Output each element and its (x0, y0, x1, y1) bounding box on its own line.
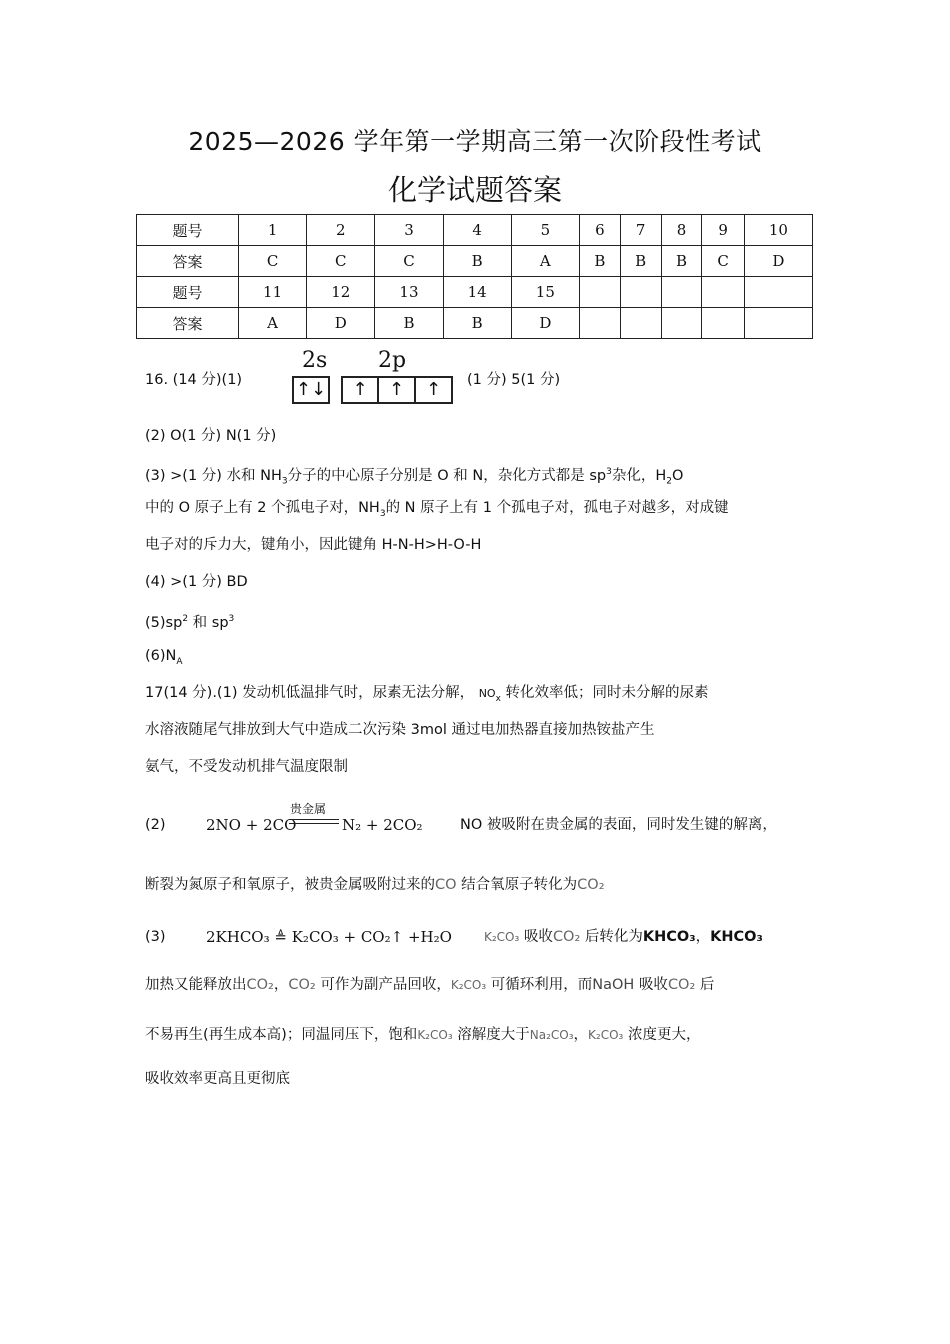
text: KHCO₃ (642, 929, 696, 945)
text: (5)sp (145, 614, 183, 631)
orbital-box-2p-2: ↑ (377, 376, 416, 404)
q16-head: 16. (14 分)(1) (145, 372, 243, 388)
table-cell: B (443, 308, 511, 339)
orbital-label-2s: 2s (302, 348, 328, 373)
text: 转化效率低；同时未分解的尿素 (505, 685, 709, 701)
table-cell: D (307, 308, 375, 339)
text: CO₂ (577, 877, 605, 893)
table-row (137, 277, 813, 308)
table-cell (702, 308, 744, 339)
text: KHCO₃ (710, 929, 763, 945)
q17-p3-line4: 吸收效率更高且更彻底 (145, 1071, 290, 1087)
q17-p3-label: (3) (145, 929, 166, 945)
table-cell (744, 277, 812, 308)
q16-p1-score: (1 分) 5(1 分) (467, 372, 561, 388)
table-cell: 2 (307, 215, 375, 246)
table-cell: 答案 (137, 308, 239, 339)
table-cell: 1 (239, 215, 307, 246)
table-cell: 题号 (137, 277, 239, 308)
table-cell: 11 (239, 277, 307, 308)
text: K₂CO₃ (450, 978, 487, 992)
table-cell (620, 308, 661, 339)
table-cell: 8 (661, 215, 702, 246)
orbital-label-2p: 2p (378, 348, 407, 373)
text: 断裂为氮原子和氧原子，被贵金属吸附过来的 (145, 877, 435, 893)
table-row (137, 308, 813, 339)
text: NaOH (592, 977, 635, 993)
table-cell (744, 308, 812, 339)
text: 中的 O 原子上有 2 个孤电子对，NH (145, 500, 380, 516)
q17-p3-line3: 不易再生(再生成本高)；同温同压下，饱和K₂CO₃ 溶解度大于Na₂CO₃，K₂CO₃ 浓度更大， (145, 1027, 701, 1043)
text: 加热又能释放出 (145, 977, 247, 993)
q17-p1-line3: 氨气，不受发动机排气温度限制 (145, 759, 348, 775)
table-cell (702, 277, 744, 308)
text: NO (478, 687, 496, 700)
text: (3) >(1 分) 水和 NH (145, 467, 282, 484)
text: K₂CO₃ (484, 930, 520, 944)
equation-2-condition: 贵金属 (290, 802, 327, 816)
table-cell: 14 (443, 277, 511, 308)
orbital-box-2p-3: ↑ (414, 376, 453, 404)
q17-p2-text: NO 被吸附在贵金属的表面，同时发生键的解离， (460, 817, 777, 833)
q16-p4: (4) >(1 分) BD (145, 574, 248, 590)
table-cell: 3 (375, 215, 443, 246)
q16-p3-line1: (3) >(1 分) 水和 $NH_3$分子的中心原子分别是 O 和 N，杂化方式都是 $sp^3$杂化，$H_2O$ (145, 467, 684, 487)
q17-p3-line2: 加热又能释放出CO₂，CO₂ 可作为副产品回收，K₂CO₃ 可循环利用，而NaOH 吸收CO₂ 后 (145, 977, 715, 993)
table-cell (620, 277, 661, 308)
table-cell: 9 (702, 215, 744, 246)
text: Na₂CO₃ (529, 1028, 574, 1042)
text: 2NO + 2CO (206, 816, 297, 834)
table-cell: B (375, 308, 443, 339)
equation-2 (206, 816, 296, 834)
table-cell: B (579, 246, 620, 277)
table-cell: 7 (620, 215, 661, 246)
table-cell: A (239, 308, 307, 339)
text: 不易再生(再生成本高)；同温同压下，饱和 (145, 1027, 418, 1043)
q16-p6: $(6)N_A$ (145, 648, 183, 667)
text: 和 sp (192, 614, 229, 631)
answer-table (136, 214, 813, 339)
text: 后 (699, 977, 715, 993)
equation-2-equals (289, 819, 339, 824)
text: CO₂ (667, 977, 696, 993)
text: 可循环利用，而 (490, 977, 593, 993)
table-cell (661, 277, 702, 308)
table-cell: C (239, 246, 307, 277)
text: CO₂ (246, 977, 274, 993)
text: 可作为副产品回收， (320, 977, 451, 993)
text: K₂CO₃ (588, 1028, 624, 1042)
q17-p2-label: (2) (145, 817, 166, 833)
table-cell: 15 (511, 277, 579, 308)
text: K₂CO₃ (417, 1028, 453, 1042)
table-cell: B (443, 246, 511, 277)
text: O (672, 467, 684, 484)
table-cell: 12 (307, 277, 375, 308)
table-cell: B (661, 246, 702, 277)
text: 浓度更大， (627, 1027, 701, 1043)
table-row (137, 246, 813, 277)
text: 杂化，H (611, 467, 667, 484)
orbital-box-2s: ↑↓ (292, 376, 330, 404)
table-cell (579, 308, 620, 339)
table-cell: A (511, 246, 579, 277)
q17-p1-line2: 水溶液随尾气排放到大气中造成二次污染 3mol 通过电加热器直接加热铵盐产生 (145, 722, 655, 738)
q17-p1-line1: 17(14 分).(1) 发动机低温排气时，尿素无法分解， $NO_x$ 转化效率低；同时未分解的尿素 (145, 685, 709, 704)
table-cell (579, 277, 620, 308)
orbital-box-2p-1: ↑ (341, 376, 379, 404)
table-cell: D (744, 246, 812, 277)
exam-title: 2025—2026 学年第一学期高三第一次阶段性考试 (188, 127, 762, 156)
text: 溶解度大于 (457, 1027, 530, 1043)
equation-2-right: N₂ + 2CO₂ (342, 816, 423, 834)
q17-p3-text: K₂CO₃ 吸收CO₂ 后转化为KHCO₃，KHCO₃ (484, 929, 763, 945)
text: (6)N (145, 648, 177, 664)
text: 结合氧原子转化为 (461, 877, 578, 893)
text: CO (435, 877, 457, 893)
text: 吸收 (638, 977, 668, 993)
table-cell: C (702, 246, 744, 277)
table-cell: 4 (443, 215, 511, 246)
table-cell: 6 (579, 215, 620, 246)
table-cell: B (620, 246, 661, 277)
text: CO₂ (552, 929, 581, 945)
table-cell: 13 (375, 277, 443, 308)
q16-p5: $(5)sp^2$ 和 $sp^3$ (145, 614, 235, 631)
answer-title: 化学试题答案 (387, 173, 562, 207)
table-cell: 题号 (137, 215, 239, 246)
text: 17(14 分).(1) 发动机低温排气时，尿素无法分解， (145, 685, 475, 701)
q16-p3-line2: 中的 O 原子上有 2 个孤电子对，$NH_3$的 N 原子上有 1 个孤电子对，孤电子对越多，对成键 (145, 500, 729, 519)
table-cell: 答案 (137, 246, 239, 277)
table-cell: 10 (744, 215, 812, 246)
table-cell: D (511, 308, 579, 339)
table-cell: C (307, 246, 375, 277)
table-cell (661, 308, 702, 339)
text: CO₂ (288, 977, 316, 993)
text: 吸收 (523, 929, 553, 945)
q16-p2: (2) O(1 分) N(1 分) (145, 428, 277, 444)
text: 的 N 原子上有 1 个孤电子对，孤电子对越多，对成键 (385, 500, 729, 516)
text: 分子的中心原子分别是 O 和 N，杂化方式都是 sp (287, 467, 607, 484)
table-cell: C (375, 246, 443, 277)
table-row (137, 215, 813, 246)
text: 后转化为 (584, 929, 643, 945)
equation-3: 2KHCO₃ ≜ K₂CO₃ + CO₂↑ +H₂O (206, 928, 452, 946)
q17-p2-line2 (145, 875, 605, 895)
q16-p3-line3: 电子对的斥力大，键角小，因此键角 H-N-H>H-O-H (145, 537, 482, 553)
table-cell: 5 (511, 215, 579, 246)
